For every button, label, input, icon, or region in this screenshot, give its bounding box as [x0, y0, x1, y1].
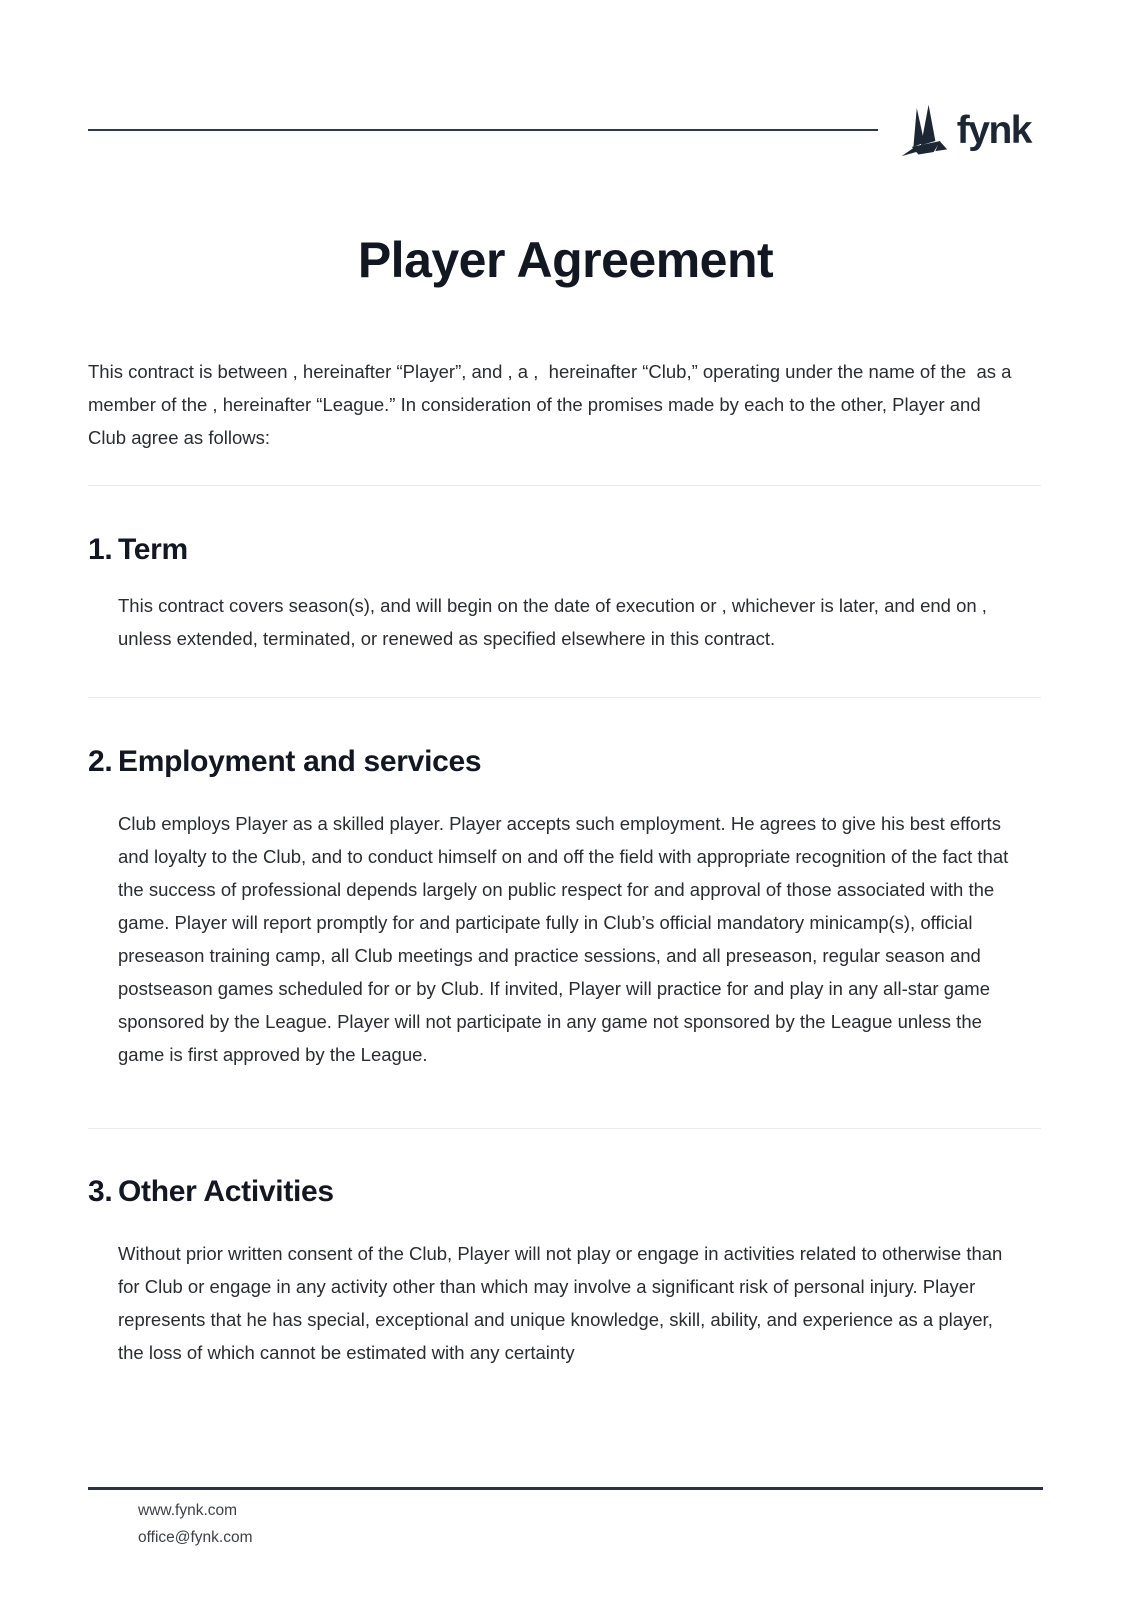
- fynk-logo-text: fynk: [956, 108, 1031, 152]
- page-title: Player Agreement: [357, 232, 774, 288]
- section-divider: [88, 1128, 1041, 1129]
- section-1-number: 1.: [88, 533, 113, 566]
- document-footer: [88, 1487, 1043, 1551]
- section-1-title: Term: [118, 533, 188, 566]
- section-divider: [88, 485, 1041, 486]
- section-divider: [88, 697, 1041, 698]
- section-2-heading: [88, 745, 481, 779]
- section-3-number: 3.: [88, 1175, 113, 1208]
- section-1-heading: [88, 533, 188, 567]
- intro-paragraph: This contract is between , hereinafter “Player”, and , a , hereinafter “Club,” operating under the name of the as a member of the , hereinafter “League.” In consideration of the promises made by each to the other, Player and Club agree as follows:: [88, 361, 1017, 448]
- fynk-logo: [894, 101, 1031, 159]
- section-3-title: Other Activities: [118, 1175, 334, 1208]
- section-3-heading: [88, 1175, 334, 1209]
- section-2-number: 2.: [88, 745, 113, 778]
- section-2-title: Employment and services: [118, 745, 482, 778]
- footer-email-link[interactable]: office@fynk.com: [138, 1529, 253, 1546]
- section-2-body: Club employs Player as a skilled player. Player accepts such employment. He agrees to give his best efforts and loyalty to the Club, and to conduct himself on and off the field with appropriate recognition of the fact that the success of professional depends largely on public respect for and approval of those associated with the game. Player will report promptly for and participate fully in Club’s official mandatory minicamp(s), official preseason training camp, all Club meetings and practice sessions, and all preseason, regular season and postseason games scheduled for or by Club. If invited, Player will practice for and play in any all-star game sponsored by the League. Player will not participate in any game not sponsored by the League unless the game is first approved by the League.: [118, 813, 1014, 1065]
- document-header: [88, 100, 1031, 160]
- footer-website-link[interactable]: www.fynk.com: [138, 1502, 238, 1519]
- origami-crane-icon: [894, 101, 948, 159]
- section-1-body: This contract covers season(s), and will begin on the date of execution or , whichever is later, and end on , unless extended, terminated, or renewed as specified elsewhere in this contract.: [118, 595, 993, 649]
- section-3-body: Without prior written consent of the Club, Player will not play or engage in activities related to otherwise than for Club or engage in any activity other than which may involve a significant risk of personal injury. Player represents that he has special, exceptional and unique knowledge, skill, ability, and experience as a player, the loss of which cannot be estimated with any certainty: [118, 1243, 1008, 1363]
- header-rule: [88, 129, 878, 131]
